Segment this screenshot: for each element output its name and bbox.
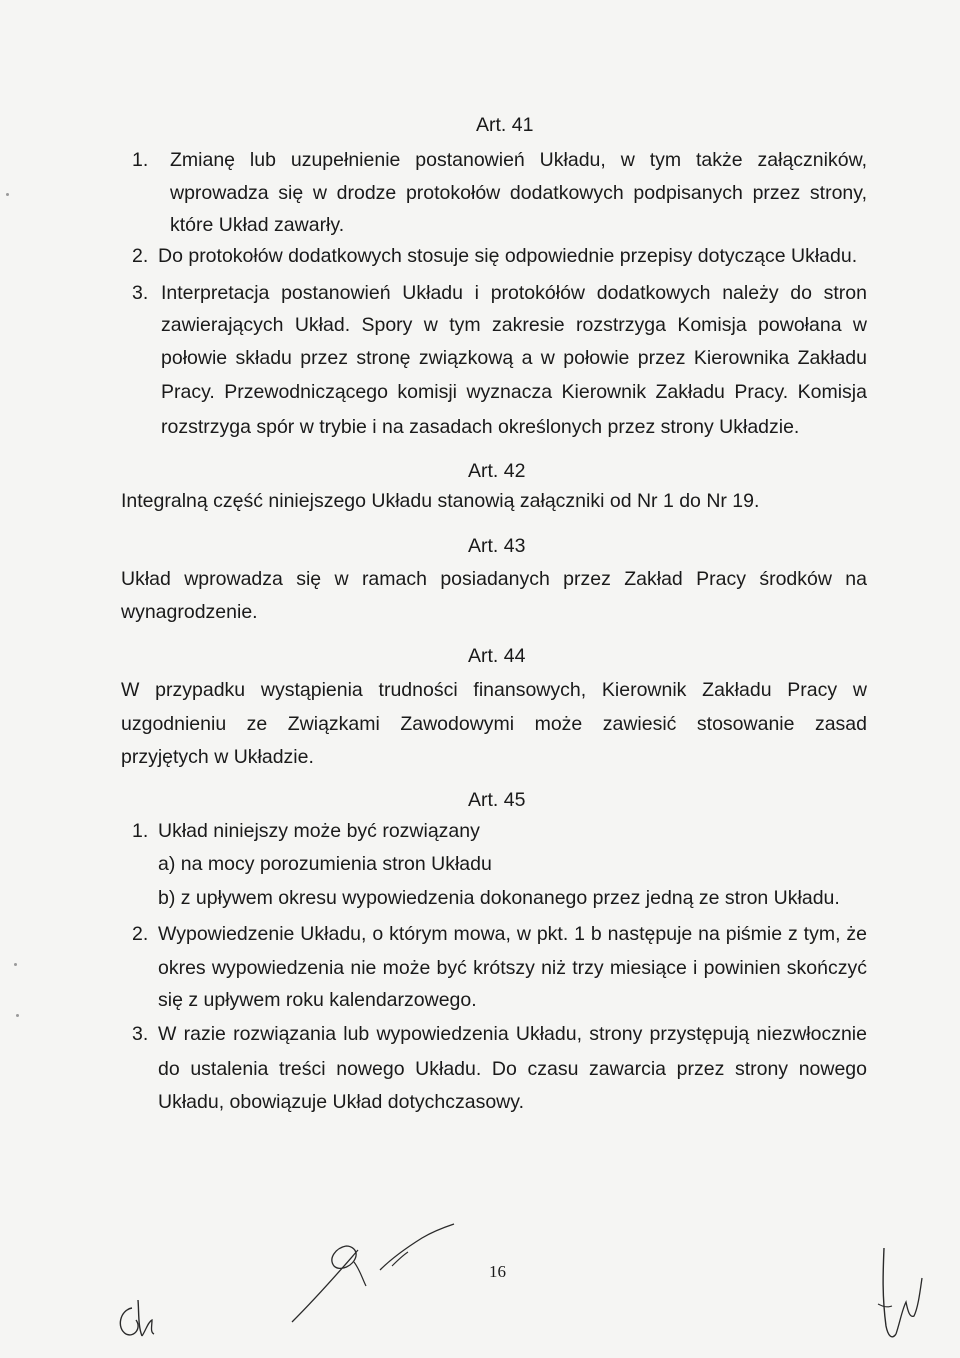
article-45-point-2-number: 2. [132,923,149,945]
article-45-point-1-item-a: a) na mocy porozumienia stron Układu [158,853,492,875]
scan-speck [6,193,9,196]
handwritten-signature-center [282,1222,472,1332]
article-44-line-3: przyjętych w Układzie. [121,746,314,768]
article-42-line-1: Integralną część niniejszego Układu stanowią załączniki od Nr 1 do Nr 19. [121,490,760,512]
scan-speck [14,963,17,966]
article-45-point-1-number: 1. [132,820,149,842]
article-41-point-3-line-1: Interpretacja postanowień Układu i protokółów dodatkowych należy do stron [161,282,867,304]
article-41-point-1-line-3: które Układ zawarły. [170,214,345,236]
article-43-line-2: wynagrodzenie. [121,601,258,623]
article-41-point-3-number: 3. [132,282,149,304]
article-41-point-2-number: 2. [132,245,149,267]
article-45-point-2-line-3: się z upływem roku kalendarzowego. [158,989,477,1011]
article-45-point-1-line-1: Układ niniejszy może być rozwiązany [158,820,480,842]
article-42-heading: Art. 42 [468,460,526,482]
article-45-heading: Art. 45 [468,789,526,811]
article-45-point-3-line-3: Układu, obowiązuje Układ dotychczasowy. [158,1091,524,1113]
article-45-point-2-line-1: Wypowiedzenie Układu, o którym mowa, w pkt. 1 b następuje na piśmie z tym, że [158,923,867,945]
article-45-point-2-line-2: okres wypowiedzenia nie może być krótszy niż trzy miesiące i powinien skończyć [158,957,867,979]
article-41-point-3-line-4: Pracy. Przewodniczącego komisji wyznacza Kierownik Zakładu Pracy. Komisja [161,381,867,403]
article-41-point-3-line-3: połowie składu przez stronę związkową a w połowie przez Kierownika Zakładu [161,347,867,369]
article-41-heading: Art. 41 [476,114,534,136]
article-41-point-2-line-1: Do protokołów dodatkowych stosuje się odpowiednie przepisy dotyczące Układu. [158,245,858,267]
article-41-point-1-line-2: wprowadza się w drodze protokołów dodatkowych podpisanych przez strony, [170,182,867,204]
article-45-point-3-line-2: do ustalenia treści nowego Układu. Do czasu zawarcia przez strony nowego [158,1058,867,1080]
article-44-heading: Art. 44 [468,645,526,667]
article-41-point-3-line-5: rozstrzyga spór w trybie i na zasadach określonych przez strony Układzie. [161,416,800,438]
article-44-line-2: uzgodnieniu ze Związkami Zawodowymi może zawiesić stosowanie zasad [121,713,867,735]
article-41-point-1-number: 1. [132,149,149,171]
article-44-line-1: W przypadku wystąpienia trudności finansowych, Kierownik Zakładu Pracy w [121,679,867,701]
article-41-point-3-line-2: zawierających Układ. Spory w tym zakresie rozstrzyga Komisja powołana w [161,314,867,336]
article-43-heading: Art. 43 [468,535,526,557]
article-41-point-1-line-1: Zmianę lub uzupełnienie postanowień Układu, w tym także załączników, [170,149,867,171]
handwritten-initials-left [112,1296,162,1346]
article-45-point-1-item-b: b) z upływem okresu wypowiedzenia dokonanego przez jedną ze stron Układu. [158,887,840,909]
scan-speck [16,1014,19,1017]
article-45-point-3-number: 3. [132,1023,149,1045]
article-43-line-1: Układ wprowadza się w ramach posiadanych przez Zakład Pracy środków na [121,568,867,590]
article-45-point-3-line-1: W razie rozwiązania lub wypowiedzenia Układu, strony przystępują niezwłocznie [158,1023,867,1045]
handwritten-signature-right [866,1244,936,1344]
page-number: 16 [489,1262,506,1281]
